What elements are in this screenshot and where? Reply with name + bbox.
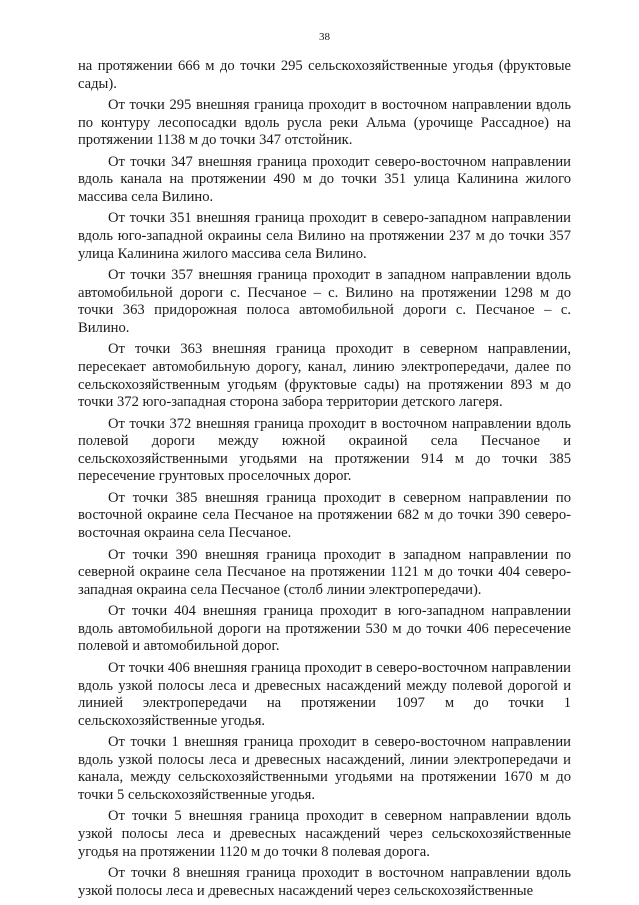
paragraph: От точки 372 внешняя граница проходит в восточном направлении вдоль полевой дороги между южной окраиной села Песчаное и сельскохозяйственными угодьями на протяжении 914 м до точки 385 пересечение грунтовых проселочных дорог. — [78, 415, 571, 485]
paragraph: От точки 5 внешняя граница проходит в северном направлении вдоль узкой полосы леса и древесных насаждений через сельскохозяйственные угодья на протяжении 1120 м до точки 8 полевая дорога. — [78, 808, 571, 860]
page-number: 38 — [319, 31, 330, 43]
paragraph: От точки 295 внешняя граница проходит в восточном направлении вдоль по контуру лесопосадки вдоль русла реки Альма (урочище Рассадное) на протяжении 1138 м до точки 347 отстойник. — [78, 97, 571, 149]
paragraph: От точки 390 внешняя граница проходит в западном направлении по северной окраине села Песчаное на протяжении 1121 м до точки 404 северо-западная окраина села Песчаное (столб линии электропередачи). — [78, 546, 571, 598]
paragraph: От точки 347 внешняя граница проходит северо-восточном направлении вдоль канала на протяжении 490 м до точки 351 улица Калинина жилого массива села Вилино. — [78, 153, 571, 205]
paragraph: От точки 357 внешняя граница проходит в западном направлении вдоль автомобильной дороги с. Песчаное – с. Вилино на протяжении 1298 м до точки 363 придорожная полоса автомобильной дороги с. Песчаное – с. Вилино. — [78, 267, 571, 336]
paragraph-continuation: на протяжении 666 м до точки 295 сельскохозяйственные угодья (фруктовые сады). — [78, 58, 571, 92]
document-body — [78, 58, 571, 900]
paragraph: От точки 385 внешняя граница проходит в северном направлении по восточной окраине села Песчаное на протяжении 682 м до точки 390 северо-восточная окраина села Песчаное. — [78, 489, 571, 542]
paragraph: От точки 404 внешняя граница проходит в юго-западном направлении вдоль автомобильной дороги на протяжении 530 м до точки 406 пересечение полевой и автомобильной дорог. — [78, 603, 571, 655]
paragraph: От точки 406 внешняя граница проходит в северо-восточном направлении вдоль узкой полосы леса и древесных насаждений между полевой дорогой и линией электропередачи на протяжении 1097 м до точки 1 сельскохозяйственные угодья. — [78, 659, 571, 729]
paragraph: От точки 363 внешняя граница проходит в северном направлении, пересекает автомобильную дорогу, канал, линию электропередачи, далее по сельскохозяйственным угодьям (фруктовые сады) на протяжении 893 м до точки 372 юго-западная сторона забора территории детского лагеря. — [78, 341, 571, 411]
paragraph: От точки 8 внешняя граница проходит в восточном направлении вдоль узкой полосы леса и древесных насаждений через сельскохозяйственные — [78, 865, 571, 899]
paragraph: От точки 1 внешняя граница проходит в северо-восточном направлении вдоль узкой полосы леса и древесных насаждений, линии электропередачи и канала, между сельскохозяйственными угодьями на протяжении 1670 м до точки 5 сельскохозяйственные угодья. — [78, 734, 571, 803]
paragraph: От точки 351 внешняя граница проходит в северо-западном направлении вдоль юго-западной окраины села Вилино на протяжении 237 м до точки 357 улица Калинина жилого массива села Вилино. — [78, 210, 571, 262]
